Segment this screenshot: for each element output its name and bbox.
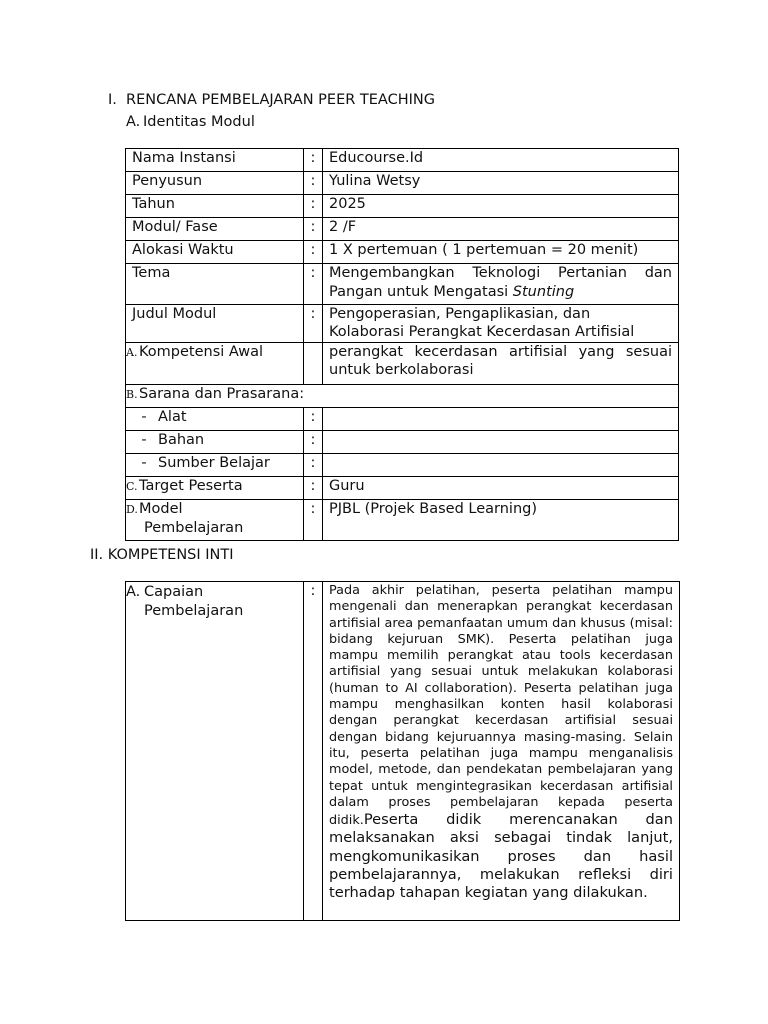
row-label bbox=[126, 500, 304, 541]
section-1-number: I. bbox=[108, 92, 117, 108]
subsection-title: Identitas Modul bbox=[143, 114, 255, 130]
row-label: Modul/ Fase bbox=[126, 218, 304, 241]
tema-italic-text: Stunting bbox=[512, 284, 575, 300]
table-row bbox=[126, 343, 679, 385]
table-row bbox=[126, 149, 679, 172]
table-row bbox=[126, 431, 679, 454]
colon: : bbox=[304, 500, 323, 541]
table-row bbox=[126, 172, 679, 195]
dash: - bbox=[141, 409, 147, 425]
row-value bbox=[323, 454, 679, 477]
colon: : bbox=[304, 218, 323, 241]
identity-table bbox=[125, 148, 679, 541]
row-label bbox=[126, 454, 304, 477]
row-value: 2025 bbox=[323, 195, 679, 218]
row-label: Alokasi Waktu bbox=[126, 241, 304, 264]
item-marker: B. bbox=[126, 388, 138, 401]
row-value: Educourse.Id bbox=[323, 149, 679, 172]
row-label: Penyusun bbox=[126, 172, 304, 195]
table-row bbox=[126, 500, 679, 541]
row-label bbox=[126, 582, 304, 921]
row-label: Tahun bbox=[126, 195, 304, 218]
section-1-title: RENCANA PEMBELAJARAN PEER TEACHING bbox=[126, 92, 435, 108]
section-1-heading bbox=[108, 92, 435, 108]
colon: : bbox=[304, 149, 323, 172]
row-value bbox=[323, 264, 679, 305]
row-value: Guru bbox=[323, 477, 679, 500]
dash: - bbox=[141, 455, 147, 471]
row-value: 2 /F bbox=[323, 218, 679, 241]
row-label: Nama Instansi bbox=[126, 149, 304, 172]
table-row bbox=[126, 477, 679, 500]
kompetensi-table bbox=[125, 581, 680, 921]
table-row bbox=[126, 264, 679, 305]
item-label: Sumber Belajar bbox=[158, 455, 270, 471]
colon: : bbox=[304, 241, 323, 264]
row-label bbox=[126, 385, 679, 408]
table-row bbox=[126, 408, 679, 431]
colon: : bbox=[304, 408, 323, 431]
colon: : bbox=[304, 305, 323, 343]
capaian-text-small: Pada akhir pelatihan, peserta pelatihan mampu mengenali dan menerapkan perangkat kecerdasan artifisial area pemanfaatan umum dan khusus (misal: bidang kejuruan SMK). Peserta pelatihan juga mampu memilih perangkat atau tools kecerdasan artifisial yang sesuai untuk melakukan kolaborasi (human to AI collaboration). Peserta pelatihan juga mampu menghasilkan konten hasil kolaborasi dengan perangkat kecerdasan artifisial sesuai dengan bidang kejuruannya masing-masing. Selain itu, peserta pelatihan juga mampu menganalisis model, metode, dan pendekatan pembelajaran yang tepat untuk mengintegrasikan kecerdasan artifisial dalam proses pembelajaran kepada peserta didik. bbox=[329, 583, 673, 829]
row-label bbox=[126, 431, 304, 454]
row-label bbox=[126, 408, 304, 431]
table-row bbox=[126, 582, 680, 921]
item-label-line-2: Pembelajaran bbox=[144, 603, 244, 619]
item-marker: A. bbox=[126, 346, 138, 359]
row-value bbox=[323, 305, 679, 343]
row-value: Yulina Wetsy bbox=[323, 172, 679, 195]
colon: : bbox=[304, 454, 323, 477]
item-marker: D. bbox=[126, 503, 138, 516]
capaian-text bbox=[329, 583, 673, 903]
colon: : bbox=[304, 582, 323, 921]
subsection-number: A. bbox=[126, 114, 141, 130]
colon: : bbox=[304, 195, 323, 218]
row-value: 1 X pertemuan ( 1 pertemuan = 20 menit) bbox=[323, 241, 679, 264]
item-label-line-2: Pembelajaran bbox=[144, 520, 244, 536]
row-value bbox=[323, 408, 679, 431]
table-row bbox=[126, 241, 679, 264]
table-row bbox=[126, 195, 679, 218]
item-marker: C. bbox=[126, 480, 138, 493]
item-label: Capaian bbox=[144, 584, 204, 600]
section-2-heading: II. KOMPETENSI INTI bbox=[90, 547, 234, 563]
item-label: Bahan bbox=[158, 432, 205, 448]
row-label: Tema bbox=[126, 264, 304, 305]
capaian-text-big: Peserta didik merencanakan dan melaksanakan aksi sebagai tindak lanjut, mengkomunikasikan proses dan hasil pembelajarannya, melakukan refleksi diri terhadap tahapan kegiatan yang dilakukan. bbox=[329, 811, 673, 902]
table-row bbox=[126, 385, 679, 408]
row-value: perangkat kecerdasan artifisial yang sesuai untuk berkolaborasi bbox=[323, 343, 679, 385]
item-marker: A. bbox=[126, 584, 141, 600]
row-label: Judul Modul bbox=[126, 305, 304, 343]
subsection-heading bbox=[126, 114, 255, 130]
table-row bbox=[126, 218, 679, 241]
item-label: Model bbox=[139, 501, 183, 517]
item-label: Alat bbox=[158, 409, 187, 425]
row-value: PJBL (Projek Based Learning) bbox=[323, 500, 679, 541]
colon: : bbox=[304, 477, 323, 500]
dash: - bbox=[141, 432, 147, 448]
table-row bbox=[126, 454, 679, 477]
row-value bbox=[323, 582, 680, 921]
colon-empty bbox=[304, 343, 323, 385]
colon: : bbox=[304, 264, 323, 305]
judul-line-1: Pengoperasian, Pengaplikasian, dan bbox=[329, 306, 591, 322]
colon: : bbox=[304, 172, 323, 195]
row-value bbox=[323, 431, 679, 454]
judul-line-2: Kolaborasi Perangkat Kecerdasan Artifisial bbox=[329, 324, 635, 340]
item-label: Target Peserta bbox=[139, 478, 243, 494]
row-label bbox=[126, 477, 304, 500]
item-label: Kompetensi Awal bbox=[139, 344, 264, 360]
item-label: Sarana dan Prasarana: bbox=[139, 386, 305, 402]
table-row bbox=[126, 305, 679, 343]
row-label bbox=[126, 343, 304, 385]
tema-text: Mengembangkan Teknologi Pertanian dan Pangan untuk Mengatasi bbox=[329, 265, 672, 300]
colon: : bbox=[304, 431, 323, 454]
